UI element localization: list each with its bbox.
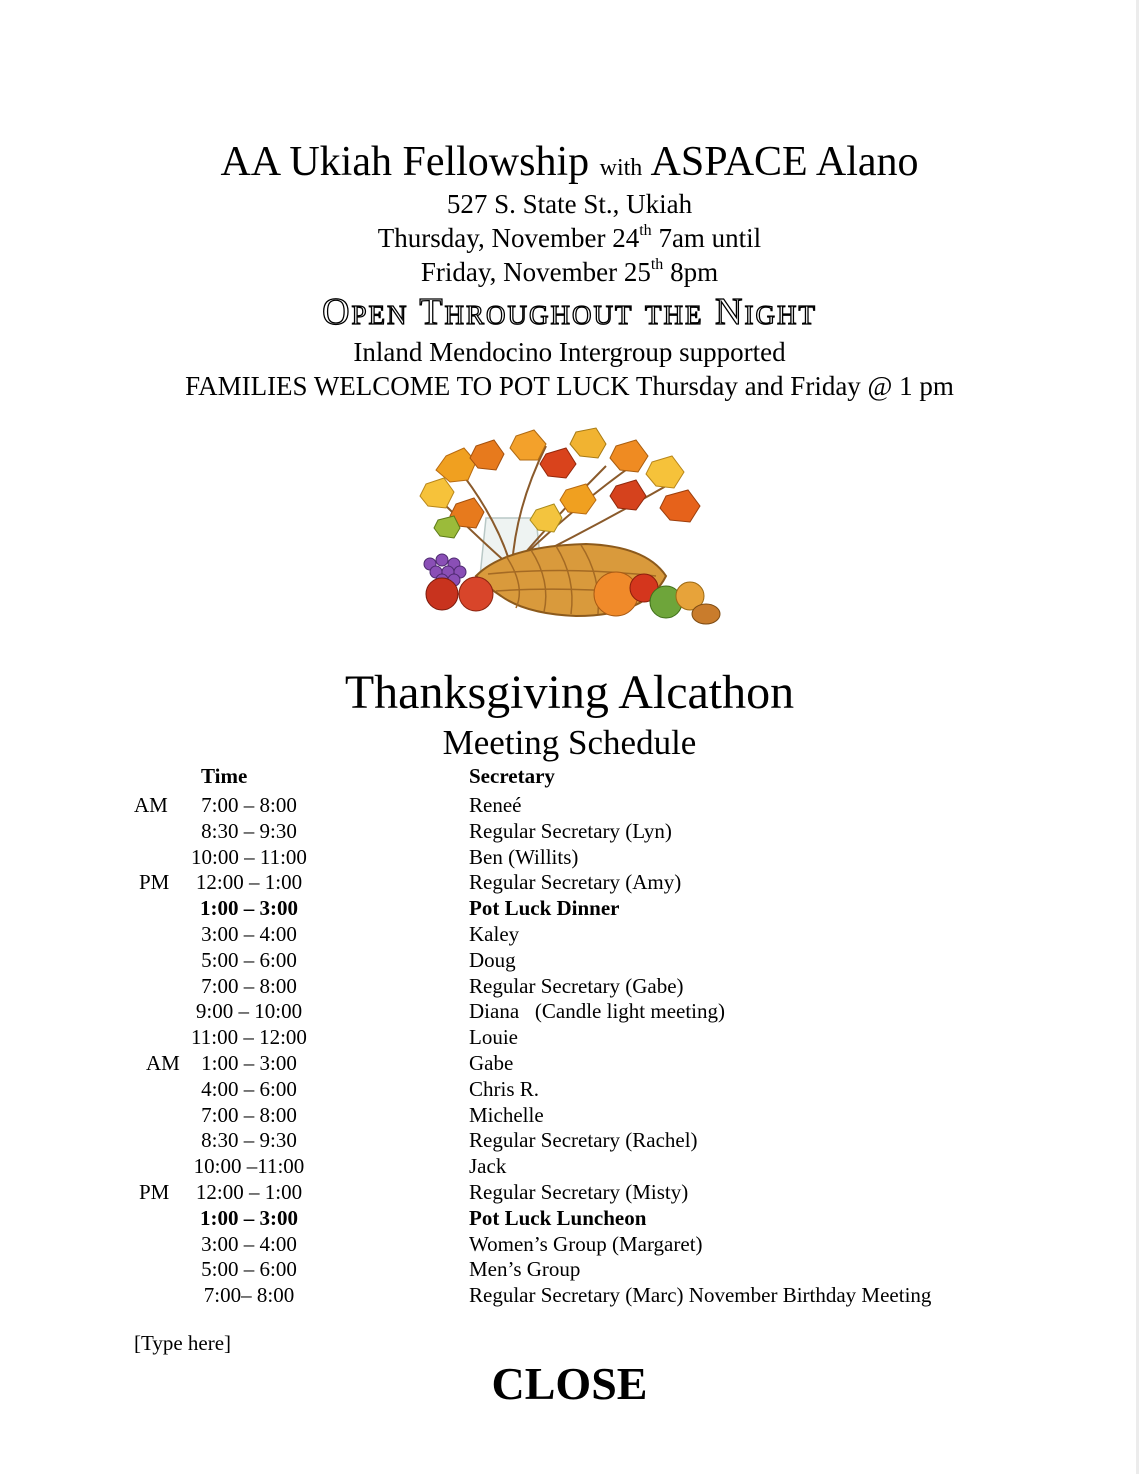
schedule-row <box>0 1024 1139 1050</box>
schedule-row <box>0 973 1139 999</box>
time-cell: 7:00 – 8:00 <box>201 793 297 817</box>
start-time <box>0 222 1139 254</box>
cornucopia-illustration <box>416 426 724 634</box>
period-label: AM <box>146 1051 180 1075</box>
org-name: AA Ukiah Fellowship <box>220 139 590 185</box>
schedule-row <box>0 844 1139 870</box>
time-cell: 10:00 – 11:00 <box>191 844 307 869</box>
schedule-row <box>0 921 1139 947</box>
schedule-title: Meeting Schedule <box>442 723 697 762</box>
time-cell: 12:00 – 1:00 <box>195 1180 303 1204</box>
schedule-row <box>0 1153 1139 1179</box>
host-name: ASPACE Alano <box>650 139 919 185</box>
time-cell: 8:30 – 9:30 <box>201 1128 297 1153</box>
schedule-row <box>0 1076 1139 1102</box>
time-cell: 5:00 – 6:00 <box>201 1257 297 1282</box>
time-cell: 5:00 – 6:00 <box>201 947 297 972</box>
secretary-cell: Regular Secretary (Lyn) <box>469 818 672 843</box>
start-suffix: 7am until <box>651 223 762 253</box>
time-cell: 9:00 – 10:00 <box>195 999 303 1024</box>
time-cell: 4:00 – 6:00 <box>201 1076 297 1101</box>
period-label: PM <box>139 870 170 895</box>
start-sup: th <box>639 222 652 239</box>
secretary-cell: Ben (Willits) <box>469 844 579 869</box>
flyer-title <box>0 136 1139 194</box>
time-cell: 12:00 – 1:00 <box>195 870 303 895</box>
schedule-row <box>0 1179 1139 1205</box>
open-note: Open Throughout the Night <box>322 291 817 333</box>
time-cell: 8:30 – 9:30 <box>201 818 297 843</box>
schedule-row <box>0 1102 1139 1128</box>
period-label: AM <box>134 793 168 817</box>
secretary-cell: Kaley <box>469 922 520 946</box>
schedule-row <box>0 1127 1139 1153</box>
time-cell: 1:00 – 3:00 <box>200 896 298 921</box>
footer-placeholder: [Type here] <box>134 1331 232 1355</box>
secretary-cell: Women’s Group (Margaret) <box>469 1231 703 1256</box>
with-word: with <box>599 155 643 181</box>
secretary-cell: Regular Secretary (Amy) <box>469 870 682 895</box>
end-prefix: Friday, November 25 <box>420 257 651 287</box>
schedule-row <box>0 869 1139 895</box>
secretary-cell: Pot Luck Luncheon <box>469 1205 647 1230</box>
schedule-row <box>0 1205 1139 1231</box>
schedule-row <box>0 1231 1139 1257</box>
close-label[interactable]: CLOSE <box>491 1358 648 1409</box>
secretary-cell: Men’s Group <box>469 1257 581 1282</box>
time-cell: 11:00 – 12:00 <box>191 1025 307 1050</box>
schedule-row <box>0 818 1139 844</box>
secretary-cell: Regular Secretary (Gabe) <box>469 973 684 998</box>
intergroup-note: Inland Mendocino Intergroup supported <box>353 337 786 367</box>
time-cell: 7:00 – 8:00 <box>201 1102 297 1127</box>
start-prefix: Thursday, November 24 <box>377 223 640 253</box>
time-cell: 7:00– 8:00 <box>203 1283 295 1308</box>
schedule-row <box>0 1256 1139 1282</box>
secretary-cell: Doug <box>469 947 516 972</box>
families-note: FAMILIES WELCOME TO POT LUCK Thursday and Friday @ 1 pm <box>185 371 954 401</box>
time-cell: 7:00 – 8:00 <box>201 973 297 998</box>
secretary-cell: Regular Secretary (Marc) November Birthday Meeting <box>469 1283 932 1308</box>
time-cell: 10:00 –11:00 <box>193 1154 305 1179</box>
secretary-cell: Louie <box>469 1025 518 1050</box>
period-label: PM <box>139 1180 170 1204</box>
secretary-cell: Pot Luck Dinner <box>469 896 620 921</box>
event-title: Thanksgiving Alcathon <box>344 666 795 719</box>
end-time <box>0 256 1139 288</box>
time-column-header: Time <box>201 764 248 788</box>
time-cell: 1:00 – 3:00 <box>200 1205 298 1230</box>
schedule-row <box>0 1282 1139 1308</box>
end-sup: th <box>650 256 664 273</box>
secretary-cell: Regular Secretary (Rachel) <box>469 1128 698 1153</box>
address: 527 S. State St., Ukiah <box>446 189 693 219</box>
end-suffix: 8pm <box>663 257 719 287</box>
secretary-cell: Diana (Candle light meeting) <box>469 999 726 1024</box>
schedule-row <box>0 998 1139 1024</box>
time-cell: 3:00 – 4:00 <box>201 922 297 946</box>
secretary-cell: Gabe <box>469 1051 514 1075</box>
secretary-cell: Jack <box>469 1154 507 1179</box>
secretary-cell: Chris R. <box>469 1076 540 1101</box>
schedule-row <box>0 947 1139 973</box>
secretary-cell: Michelle <box>469 1102 544 1127</box>
schedule-row <box>0 792 1139 818</box>
secretary-column-header: Secretary <box>469 764 555 788</box>
time-cell: 1:00 – 3:00 <box>201 1051 297 1075</box>
time-cell: 3:00 – 4:00 <box>201 1231 297 1256</box>
schedule-row <box>0 895 1139 921</box>
schedule-row <box>0 1050 1139 1076</box>
secretary-cell: Regular Secretary (Misty) <box>469 1180 689 1204</box>
secretary-cell: Reneé <box>469 793 522 817</box>
